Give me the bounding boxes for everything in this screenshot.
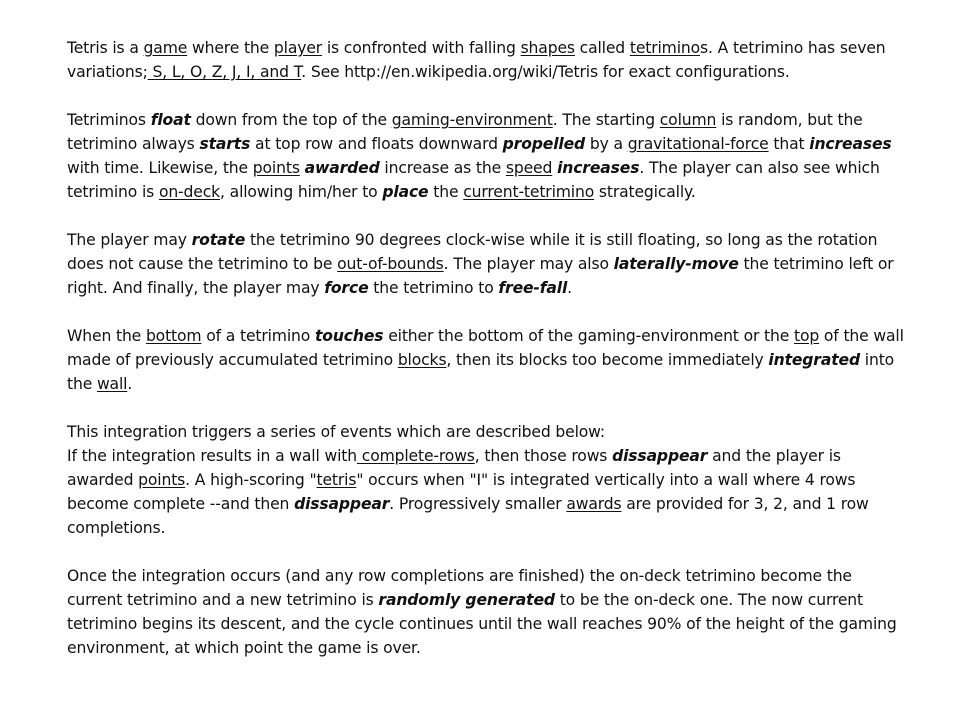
paragraph [67, 108, 907, 204]
text-run: of the wall made of previously accumulated tetrimino [67, 327, 904, 369]
text-run: the tetrimino 90 degrees clock-wise while it is still floating, so long as the rotation does not cause the tetrimino to be [67, 231, 878, 273]
text-run: into the [67, 351, 895, 393]
paragraph-gap [67, 84, 907, 108]
emphasized-term: starts [199, 135, 251, 153]
text-run: When the [67, 327, 146, 345]
paragraph [67, 564, 907, 660]
underlined-term: column [659, 111, 717, 129]
emphasized-term: rotate [191, 231, 246, 249]
underlined-term: on-deck [158, 183, 221, 201]
text-run: that [768, 135, 810, 153]
paragraph-gap [67, 300, 907, 324]
text-run: to be the on-deck one. The now current tetrimino begins its descent, and the cycle continues until the wall reaches 90% of the height of the gaming environment, at which point the game is over. [67, 591, 897, 657]
text-run: Tetris is a [67, 39, 144, 57]
text-run: . [567, 279, 572, 297]
text-run: is random, but the tetrimino always [67, 111, 863, 153]
text-run: at top row and floats downward [250, 135, 503, 153]
underlined-term: points [138, 471, 186, 489]
emphasized-term: place [382, 183, 429, 201]
emphasized-term: dissappear [294, 495, 390, 513]
emphasized-term: force [324, 279, 369, 297]
paragraph [67, 36, 907, 84]
text-run: where the [187, 39, 274, 57]
text-run: s. A tetrimino has seven variations; [67, 39, 886, 81]
underlined-term: player [273, 39, 323, 57]
paragraph [67, 420, 907, 540]
text-run: If the integration results in a wall with [67, 447, 357, 465]
text-run: down from the top of the [190, 111, 392, 129]
text-run: the [428, 183, 464, 201]
underlined-term: out-of-bounds [337, 255, 444, 273]
text-run: by a [585, 135, 628, 153]
text-run: increase as the [379, 159, 506, 177]
text-run: and the player is awarded [67, 447, 841, 489]
emphasized-term: laterally-move [613, 255, 739, 273]
underlined-term: current-tetrimino [463, 183, 595, 201]
underlined-term: gravitational-force [627, 135, 769, 153]
emphasized-term: touches [314, 327, 384, 345]
text-run: called [574, 39, 630, 57]
text-run: either the bottom of the gaming-environment or the [383, 327, 794, 345]
text-run: This integration triggers a series of events which are described below: [67, 423, 606, 441]
underlined-term: shapes [520, 39, 575, 57]
paragraph-gap [67, 396, 907, 420]
emphasized-term: propelled [502, 135, 586, 153]
emphasized-term: float [150, 111, 191, 129]
document-body [67, 36, 907, 660]
underlined-term: game [143, 39, 188, 57]
underlined-term: tetris [316, 471, 357, 489]
paragraph [67, 228, 907, 300]
paragraph [67, 324, 907, 396]
text-run: . The starting [552, 111, 660, 129]
text-run: Tetriminos [67, 111, 151, 129]
underlined-term: gaming-environment [391, 111, 553, 129]
paragraph-gap [67, 540, 907, 564]
underlined-term: tetrimino [629, 39, 701, 57]
paragraph-gap [67, 204, 907, 228]
text-run: Once the integration occurs (and any row completions are finished) the on-deck tetrimino become the current tetrimino and a new tetrimino is [67, 567, 852, 609]
underlined-term: top [793, 327, 820, 345]
text-run: , then its blocks too become immediately [446, 351, 769, 369]
text-run: the tetrimino to [368, 279, 499, 297]
text-run: . The player may also [443, 255, 614, 273]
text-run: of a tetrimino [201, 327, 315, 345]
underlined-term: bottom [145, 327, 202, 345]
text-run: the tetrimino left or right. And finally, the player may [67, 255, 894, 297]
underlined-term: blocks [397, 351, 447, 369]
underlined-term: awards [566, 495, 622, 513]
text-run: strategically. [594, 183, 696, 201]
emphasized-term: randomly generated [378, 591, 555, 609]
emphasized-term: dissappear [612, 447, 708, 465]
text-run: is confronted with falling [322, 39, 521, 57]
text-run: The player may [67, 231, 192, 249]
text-run: . The player can also see which tetrimino is [67, 159, 880, 201]
emphasized-term: awarded [304, 159, 380, 177]
emphasized-term: integrated [768, 351, 860, 369]
underlined-term: wall [96, 375, 128, 393]
text-run: . See http://en.wikipedia.org/wiki/Tetris for exact configurations. [301, 63, 790, 81]
underlined-term: points [252, 159, 300, 177]
underlined-term: speed [505, 159, 553, 177]
text-run: , then those rows [474, 447, 613, 465]
text-run: are provided for 3, 2, and 1 row completions. [67, 495, 869, 537]
emphasized-term: increases [809, 135, 892, 153]
underlined-term: complete-rows [356, 447, 475, 465]
text-run: " occurs when "I" is integrated vertically into a wall where 4 rows become complete --and then [67, 471, 856, 513]
text-run: , allowing him/her to [220, 183, 383, 201]
emphasized-term: increases [557, 159, 640, 177]
text-run: . Progressively smaller [389, 495, 567, 513]
underlined-term: S, L, O, Z, J, I, and T [147, 63, 302, 81]
emphasized-term: free-fall [498, 279, 568, 297]
text-run: with time. Likewise, the [67, 159, 253, 177]
text-run: . A high-scoring " [185, 471, 317, 489]
text-run: . [127, 375, 133, 393]
